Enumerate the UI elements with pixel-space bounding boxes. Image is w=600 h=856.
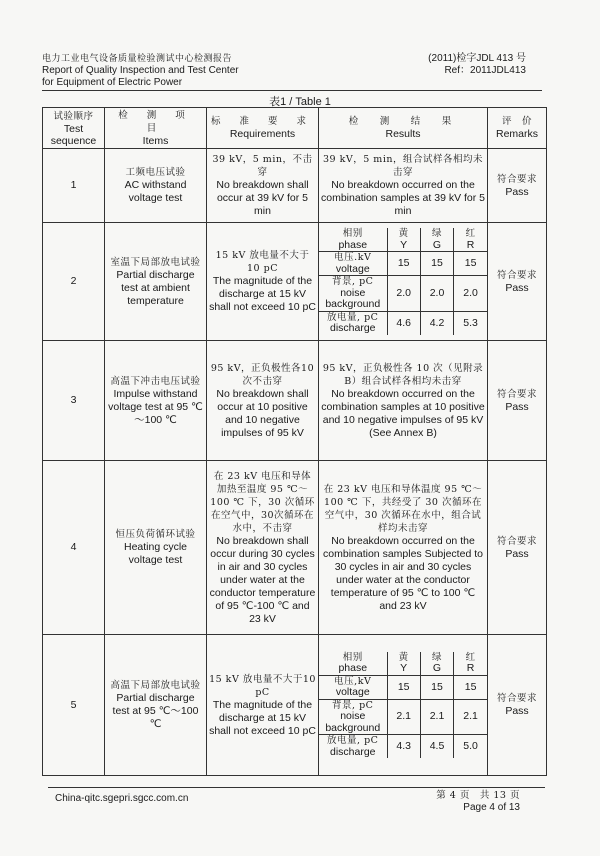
remark-cell: 符合要求 Pass <box>488 461 547 635</box>
col-header-requirements: 标 准 要 求 Requirements <box>207 108 319 149</box>
voltage-label: 电压,kV voltage <box>319 675 387 699</box>
voltage-row <box>319 675 487 699</box>
item-cell: 高温下冲击电压试验 Impulse withstand voltage test at 95 ℃～100 ℃ <box>105 341 207 461</box>
discharge-y: 4.6 <box>387 311 420 335</box>
discharge-r: 5.0 <box>454 735 487 759</box>
col-header-items: 检 测 项 目 Items <box>105 108 207 149</box>
requirement-cell: 15 kV 放电量不大于 10 pC The magnitude of the discharge at 15 kV shall not exceed 10 pC <box>207 223 319 341</box>
discharge-g: 4.2 <box>420 311 453 335</box>
noise-y: 2.0 <box>387 276 420 312</box>
noise-g: 2.1 <box>420 699 453 735</box>
noise-row <box>319 699 487 735</box>
result-phase-cell <box>319 223 488 341</box>
report-number-cn: (2011)检字JDL 413 号 <box>428 53 526 64</box>
voltage-y: 15 <box>387 675 420 699</box>
page-number-en: Page 4 of 13 <box>463 802 520 813</box>
col-header-remarks: 评 价 Remarks <box>488 108 547 149</box>
discharge-label: 放电量, pC discharge <box>319 311 387 335</box>
sequence-cell: 2 <box>43 223 105 341</box>
table-caption: 表1 / Table 1 <box>269 96 331 108</box>
discharge-row <box>319 311 487 335</box>
noise-g: 2.0 <box>420 276 453 312</box>
requirement-cell: 15 kV 放电量不大于10 pC The magnitude of the discharge at 15 kV shall not exceed 10 pC <box>207 635 319 776</box>
footer-divider <box>48 787 545 788</box>
requirement-cell: 在 23 kV 电压和导体加热至温度 95 ℃～100 ℃ 下，30 次循环在空气中，30次循环在水中，不击穿 No breakdown shall occur during 30 cycles in air and 30 cycles under water at the conductor temperature of 95 ℃-100 ℃ and 23 kV <box>207 461 319 635</box>
phase-g: 绿 G <box>420 652 453 676</box>
item-cell: 工频电压试验 AC withstand voltage test <box>105 149 207 223</box>
remark-cell: 符合要求 Pass <box>488 223 547 341</box>
discharge-y: 4.3 <box>387 735 420 759</box>
voltage-g: 15 <box>420 252 453 276</box>
footer-website: China-qitc.sgepri.sgcc.com.cn <box>55 793 189 804</box>
report-header-org <box>42 53 239 89</box>
report-header-ref <box>428 53 526 77</box>
sequence-cell: 1 <box>43 149 105 223</box>
header-divider <box>42 90 542 91</box>
col-header-sequence: 试验顺序 Test sequence <box>43 108 105 149</box>
discharge-r: 5.3 <box>454 311 487 335</box>
phase-results-table <box>319 228 487 335</box>
voltage-y: 15 <box>387 252 420 276</box>
table-row <box>43 461 547 635</box>
item-cell: 高温下局部放电试验 Partial discharge test at 95 ℃～100 ℃ <box>105 635 207 776</box>
phase-r: 红 R <box>454 652 487 676</box>
discharge-g: 4.5 <box>420 735 453 759</box>
result-cell: 在 23 kV 电压和导体温度 95 ℃～100 ℃ 下，共经受了 30 次循环在空气中，30 次循环在水中，组合试样均未击穿 No breakdown occurred on the combination samples Subjected to 30 cycles in air and 30 cycles under water at the conductor temperature of 95 ℃ to 100 ℃ and 23 kV <box>319 461 488 635</box>
org-name-en-1: Report of Quality Inspection and Test Center <box>42 65 239 76</box>
phase-r: 红 R <box>454 228 487 252</box>
sequence-cell: 4 <box>43 461 105 635</box>
item-cell: 恒压负荷循环试验 Heating cycle voltage test <box>105 461 207 635</box>
phase-results-table <box>319 652 487 759</box>
result-cell: 95 kV，正负极性各 10 次（见附录 B）组合试样各相均未击穿 No breakdown occurred on the combination samples at 10 positive and 10 negative impulses of 95 kV (See Annex B) <box>319 341 488 461</box>
requirement-cell: 39 kV，5 min，不击穿 No breakdown shall occur at 39 kV for 5 min <box>207 149 319 223</box>
table-row <box>43 341 547 461</box>
voltage-r: 15 <box>454 252 487 276</box>
page-number <box>436 790 520 814</box>
table-row <box>43 149 547 223</box>
org-name-en-2: for Equipment of Electric Power <box>42 77 183 88</box>
discharge-row <box>319 735 487 759</box>
phase-label: 相别 phase <box>319 652 387 676</box>
phase-label: 相别 phase <box>319 228 387 252</box>
col-header-results: 检 测 结 果 Results <box>319 108 488 149</box>
discharge-label: 放电量, pC discharge <box>319 735 387 759</box>
result-phase-cell <box>319 635 488 776</box>
phase-row <box>319 652 487 676</box>
sequence-cell: 3 <box>43 341 105 461</box>
voltage-row <box>319 252 487 276</box>
noise-y: 2.1 <box>387 699 420 735</box>
phase-g: 绿 G <box>420 228 453 252</box>
test-results-table <box>42 107 547 776</box>
requirement-cell: 95 kV，正负极性各10次不击穿 No breakdown shall occur at 10 positive and 10 negative impulses of 95 kV <box>207 341 319 461</box>
noise-label: 背景, pC noise background <box>319 276 387 312</box>
voltage-r: 15 <box>454 675 487 699</box>
noise-r: 2.0 <box>454 276 487 312</box>
voltage-g: 15 <box>420 675 453 699</box>
org-name-cn: 电力工业电气设备质量检验测试中心检测报告 <box>42 54 233 64</box>
noise-row <box>319 276 487 312</box>
result-cell: 39 kV，5 min，组合试样各相均未击穿 No breakdown occurred on the combination samples at 39 kV for 5 min <box>319 149 488 223</box>
phase-y: 黄 Y <box>387 228 420 252</box>
table-row <box>43 635 547 776</box>
remark-cell: 符合要求 Pass <box>488 635 547 776</box>
phase-y: 黄 Y <box>387 652 420 676</box>
noise-r: 2.1 <box>454 699 487 735</box>
sequence-cell: 5 <box>43 635 105 776</box>
report-ref: Ref：2011JDL413 <box>444 65 526 76</box>
item-cell: 室温下局部放电试验 Partial discharge test at ambient temperature <box>105 223 207 341</box>
remark-cell: 符合要求 Pass <box>488 149 547 223</box>
phase-row <box>319 228 487 252</box>
voltage-label: 电压.kV voltage <box>319 252 387 276</box>
table-row <box>43 223 547 341</box>
noise-label: 背景, pC noise background <box>319 699 387 735</box>
table-header-row <box>43 108 547 149</box>
page-number-cn: 第 4 页 共 13 页 <box>436 790 520 801</box>
remark-cell: 符合要求 Pass <box>488 341 547 461</box>
